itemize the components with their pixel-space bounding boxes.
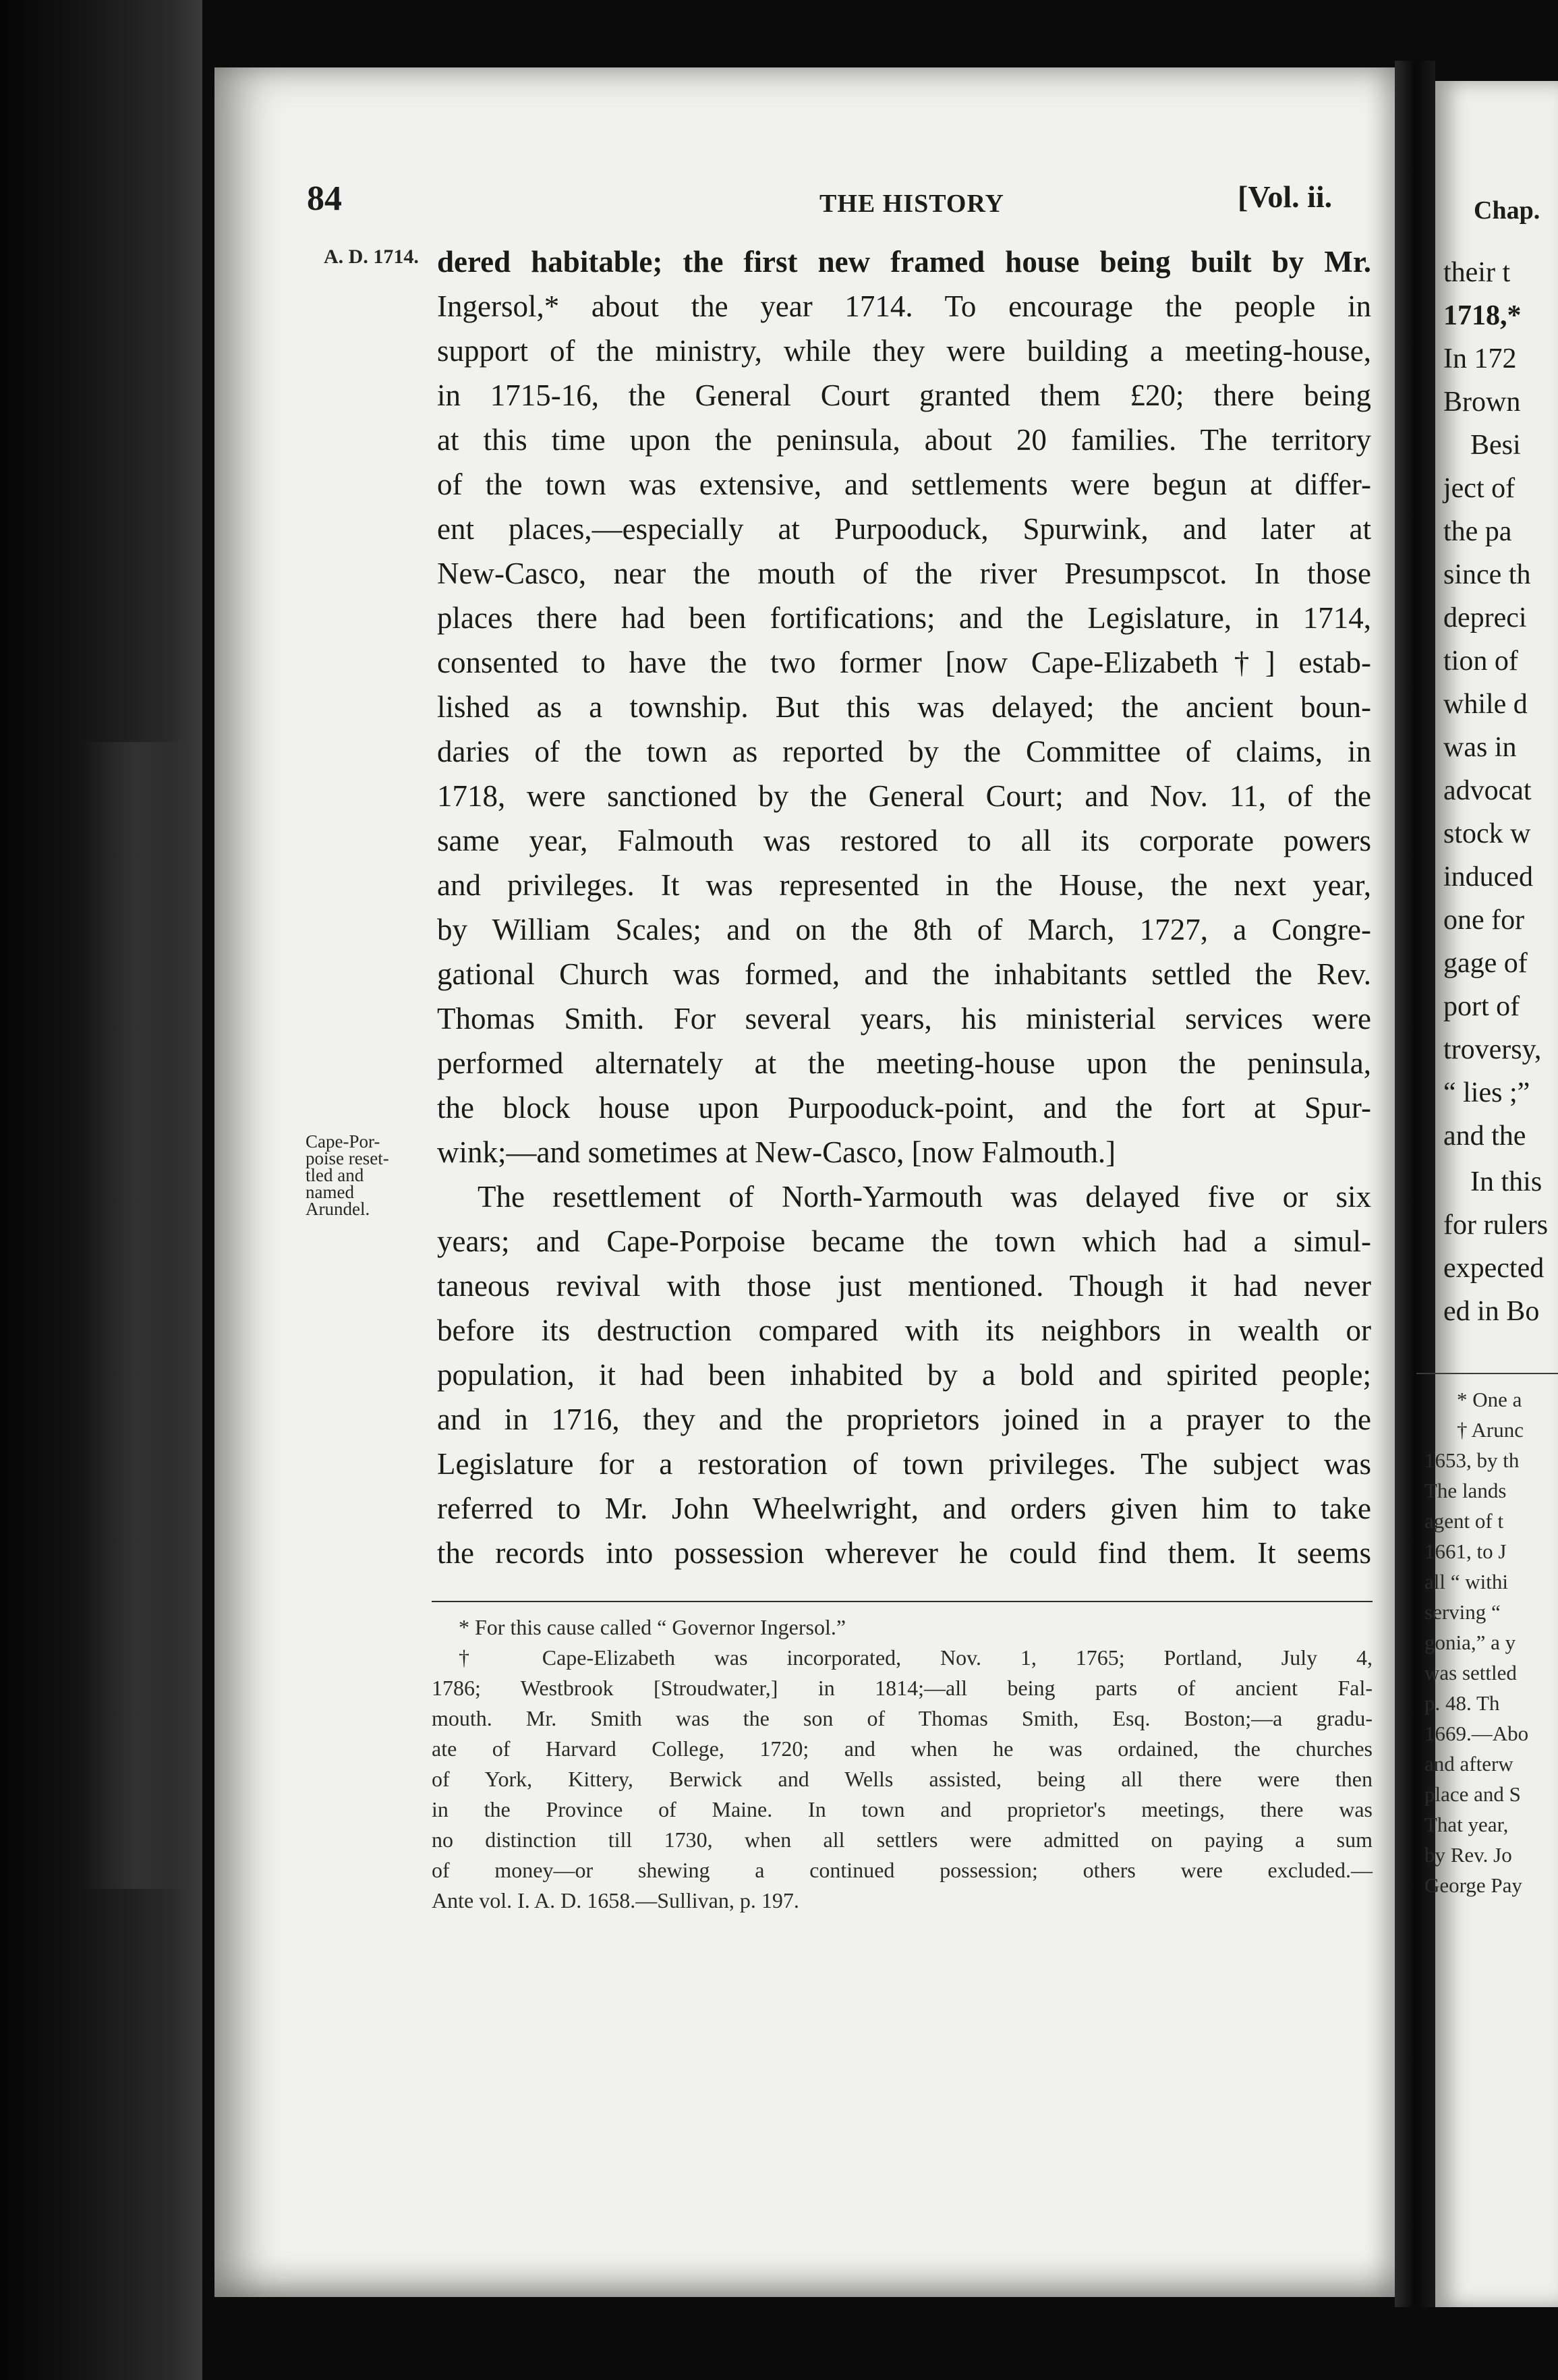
body-line: the records into possession wherever he could find them. It seems — [437, 1536, 1371, 1570]
footnote-line: 1786; Westbrook [Stroudwater,] in 1814;—all being parts of ancient Fal- — [432, 1676, 1373, 1700]
footnote-line: mouth. Mr. Smith was the son of Thomas Smith, Esq. Boston;—a gradu- — [432, 1706, 1373, 1730]
footnote-line: † Cape-Elizabeth was incorporated, Nov. 1, 1765; Portland, July 4, — [459, 1645, 1373, 1670]
body-line: Thomas Smith. For several years, his ministerial services were — [437, 1002, 1371, 1036]
facing-footnote-line: 1653, by th — [1424, 1448, 1520, 1472]
body-line: years; and Cape-Porpoise became the town which had a simul- — [437, 1224, 1371, 1258]
footnote-line: Ante vol. I. A. D. 1658.—Sullivan, p. 197. — [432, 1888, 799, 1913]
body-line: dered habitable; the first new framed house being built by Mr. — [437, 245, 1371, 279]
facing-line: In 172 — [1443, 343, 1517, 374]
facing-footnote-line: The lands — [1424, 1479, 1507, 1502]
facing-line: was in — [1443, 732, 1517, 763]
film-streak — [81, 742, 189, 1889]
body-line: lished as a township. But this was delayed; the ancient boun- — [437, 690, 1371, 724]
facing-line: the pa — [1443, 516, 1512, 547]
facing-line: “ lies ;” — [1443, 1077, 1530, 1108]
facing-footnote-line: place and S — [1424, 1782, 1521, 1806]
facing-footnote-line: p. 48. Th — [1424, 1691, 1500, 1715]
body-line: in 1715-16, the General Court granted them £20; there being — [437, 378, 1371, 412]
margin-note-line: poise reset- — [306, 1148, 389, 1168]
body-line: before its destruction compared with its neighbors in wealth or — [437, 1313, 1371, 1347]
body-line: wink;—and sometimes at New-Casco, [now Falmouth.] — [437, 1135, 1116, 1169]
facing-line: Brown — [1443, 387, 1521, 418]
body-line: The resettlement of North-Yarmouth was delayed five or six — [478, 1180, 1371, 1214]
facing-footnote-rule — [1416, 1373, 1558, 1374]
body-line: referred to Mr. John Wheelwright, and orders given him to take — [437, 1492, 1371, 1525]
margin-note-line: tled and — [306, 1165, 364, 1185]
facing-line: ject of — [1443, 473, 1516, 504]
facing-line: stock w — [1443, 818, 1531, 849]
facing-page-head: Chap. — [1474, 196, 1540, 225]
body-line: by William Scales; and on the 8th of March, 1727, a Congre- — [437, 913, 1371, 946]
facing-footnote-line: agent of t — [1424, 1509, 1504, 1533]
running-title: THE HISTORY — [819, 190, 1004, 218]
facing-footnote-line: George Pay — [1424, 1873, 1522, 1897]
body-line: Ingersol,* about the year 1714. To encourage the people in — [437, 289, 1371, 323]
facing-line: troversy, — [1443, 1034, 1542, 1065]
facing-line: In this — [1470, 1166, 1542, 1197]
body-line: consented to have the two former [now Cape-Elizabeth†] estab- — [437, 646, 1371, 679]
facing-line: and the — [1443, 1121, 1526, 1152]
facing-line: ed in Bo — [1443, 1296, 1540, 1327]
facing-line: depreci — [1443, 602, 1527, 633]
body-line: places there had been fortifications; and the Legislature, in 1714, — [437, 601, 1371, 635]
body-line: 1718, were sanctioned by the General Court; and Nov. 11, of the — [437, 779, 1371, 813]
page-number: 84 — [307, 179, 342, 218]
body-line: and privileges. It was represented in the House, the next year, — [437, 868, 1371, 902]
body-line: ent places,—especially at Purpooduck, Spurwink, and later at — [437, 512, 1371, 546]
body-line: the block house upon Purpooduck-point, and the fort at Spur- — [437, 1091, 1371, 1125]
body-line: New-Casco, near the mouth of the river Presumpscot. In those — [437, 557, 1371, 590]
body-line: taneous revival with those just mentioned. Though it had never — [437, 1269, 1371, 1303]
footnote-line: of money—or shewing a continued possession; others were excluded.— — [432, 1858, 1373, 1882]
facing-footnote-line: gonia,” a y — [1424, 1631, 1516, 1654]
facing-line: advocat — [1443, 775, 1532, 806]
facing-line: port of — [1443, 991, 1520, 1022]
facing-line: gage of — [1443, 948, 1528, 979]
facing-line: for rulers — [1443, 1210, 1549, 1241]
body-line: Legislature for a restoration of town privileges. The subject was — [437, 1447, 1371, 1481]
body-line: support of the ministry, while they were building a meeting-house, — [437, 334, 1371, 368]
footnote-line: no distinction till 1730, when all settlers were admitted on paying a sum — [432, 1828, 1373, 1852]
body-line: and in 1716, they and the proprietors joined in a prayer to the — [437, 1402, 1371, 1436]
body-line: daries of the town as reported by the Committee of claims, in — [437, 735, 1371, 768]
facing-line: one for — [1443, 905, 1525, 936]
facing-footnote-line: * One a — [1457, 1388, 1522, 1411]
facing-line: 1718,* — [1443, 300, 1522, 331]
facing-line: while d — [1443, 689, 1528, 720]
facing-line: since th — [1443, 559, 1531, 590]
margin-note-line: named — [306, 1182, 354, 1202]
facing-footnote-line: That year, — [1424, 1813, 1509, 1836]
body-line: gational Church was formed, and the inhabitants settled the Rev. — [437, 957, 1371, 991]
facing-footnote-line: all “ withi — [1424, 1570, 1508, 1593]
footnote-line: in the Province of Maine. In town and proprietor's meetings, there was — [432, 1797, 1373, 1821]
margin-note-line: Arundel. — [306, 1199, 370, 1219]
body-line: population, it had been inhabited by a bold and spirited people; — [437, 1358, 1371, 1392]
facing-footnote-line: serving “ — [1424, 1600, 1501, 1624]
body-line: performed alternately at the meeting-house upon the peninsula, — [437, 1046, 1371, 1080]
footnote-rule — [432, 1601, 1373, 1602]
facing-footnote-line: was settled — [1424, 1661, 1517, 1684]
facing-line: induced — [1443, 861, 1533, 893]
footnote-line: of York, Kittery, Berwick and Wells assisted, being all there were then — [432, 1767, 1373, 1791]
facing-footnote-line: 1669.—Abo — [1424, 1722, 1529, 1745]
facing-line: expected — [1443, 1253, 1545, 1284]
body-line: same year, Falmouth was restored to all its corporate powers — [437, 824, 1371, 857]
margin-note-cape-porpoise — [306, 1133, 407, 1218]
facing-footnote-line: by Rev. Jo — [1424, 1843, 1512, 1867]
facing-line: their t — [1443, 257, 1511, 288]
footnote-line: ate of Harvard College, 1720; and when he was ordained, the churches — [432, 1736, 1373, 1761]
margin-date: A. D. 1714. — [324, 246, 419, 268]
facing-line: Besi — [1470, 430, 1521, 461]
facing-footnote-line: 1661, to J — [1424, 1539, 1507, 1563]
footnote-line: * For this cause called “ Governor Ingersol.” — [459, 1615, 846, 1639]
facing-footnote-line: † Arunc — [1457, 1418, 1524, 1442]
facing-line: tion of — [1443, 646, 1518, 677]
body-line: of the town was extensive, and settlements were begun at differ- — [437, 468, 1371, 501]
body-line: at this time upon the peninsula, about 20 families. The territory — [437, 423, 1371, 457]
margin-note-line: Cape-Por- — [306, 1131, 380, 1152]
book-gutter — [1395, 61, 1435, 2307]
volume-label: [Vol. ii. — [1238, 179, 1333, 214]
facing-footnote-line: and afterw — [1424, 1752, 1513, 1776]
